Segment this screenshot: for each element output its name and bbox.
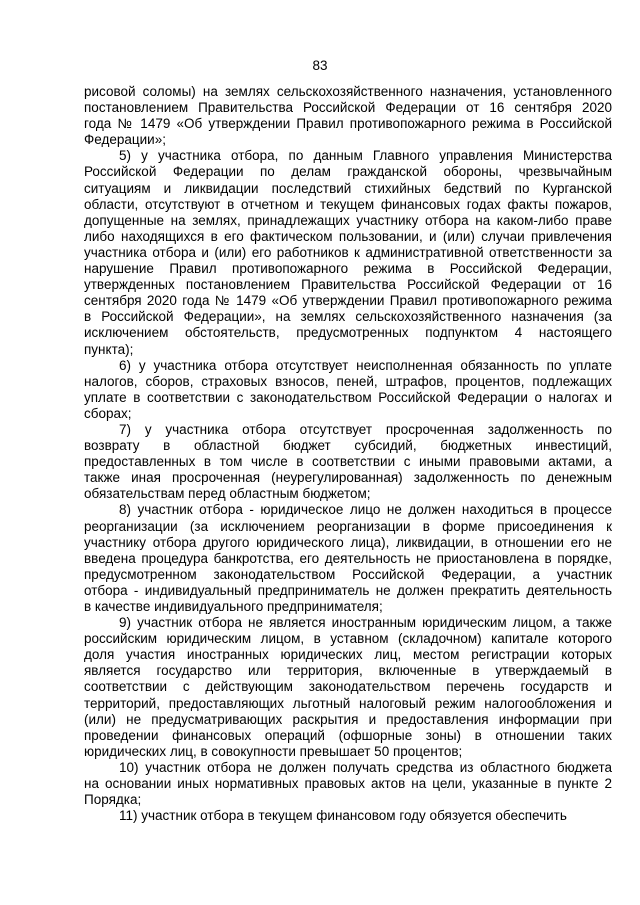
text-line: допущенные на землях, принадлежащих участнику отбора на каком-либо праве — [84, 212, 612, 228]
body-text — [84, 84, 612, 824]
text-line: нарушение Правил противопожарного режима в Российской Федерации, — [84, 261, 612, 277]
text-line: соответствии с действующим законодательством перечень государств и — [84, 679, 612, 695]
paragraph — [84, 502, 612, 615]
text-line: налогов, сборов, страховых взносов, пеней, штрафов, процентов, подлежащих — [84, 373, 612, 389]
text-line: года № 1479 «Об утверждении Правил противопожарного режима в Российской — [84, 116, 612, 132]
text-line: области, отсутствуют в отчетном и текущем финансовых годах факты пожаров, — [84, 196, 612, 212]
text-line: 5) у участника отбора, по данным Главного управления Министерства — [119, 148, 612, 164]
text-line: обязательствам перед областным бюджетом; — [84, 486, 371, 502]
text-line: рисовой соломы) на землях сельскохозяйственного назначения, установленного — [84, 84, 612, 99]
text-line: предоставленных в том числе в соответствии с иными правовыми актами, а — [84, 454, 612, 470]
text-line: либо находящихся в его фактическом пользовании, и (или) случаи привлечения — [84, 228, 612, 244]
page-number: 83 — [312, 58, 328, 73]
text-line: утвержденных постановлением Правительства Российской Федерации от 16 — [84, 277, 612, 293]
text-line: юридических лиц, в совокупности превышает 50 процентов; — [84, 743, 463, 759]
text-line: российским юридическим лицом, в уставном (складочном) капитале которого — [84, 631, 612, 647]
text-line: 11) участник отбора в текущем финансовом году обязуется обеспечить — [119, 808, 567, 824]
text-line: предусмотренном законодательством Российской Федерации, а участник — [84, 566, 612, 582]
paragraph — [84, 84, 612, 148]
text-line: реорганизации (за исключением реорганизации в форме присоединения к — [84, 518, 612, 534]
text-line: участнику отбора другого юридического лица), ликвидации, в отношении его не — [84, 534, 612, 550]
text-line: исключением обстоятельств, предусмотренных подпунктом 4 настоящего — [84, 325, 612, 341]
paragraph — [84, 358, 612, 422]
text-line: постановлением Правительства Российской Федерации от 16 сентября 2020 — [84, 100, 612, 116]
text-line: 8) участник отбора - юридическое лицо не должен находиться в процессе — [119, 502, 612, 518]
text-line: Федерации»; — [84, 132, 166, 148]
text-line: Российской Федерации по делам гражданской обороны, чрезвычайным — [84, 164, 612, 180]
text-line: участника отбора и (или) его работников к административной ответственности за — [84, 244, 612, 260]
text-line: (или) не предусматривающих раскрытия и предоставления информации при — [84, 711, 612, 727]
text-line: 10) участник отбора не должен получать средства из областного бюджета — [119, 759, 612, 775]
text-line: введена процедура банкротства, его деятельность не приостановлена в порядке, — [84, 550, 612, 566]
paragraph — [84, 148, 612, 357]
text-line: в качестве индивидуального предпринимателя; — [84, 599, 383, 614]
text-line: доля участия иностранных юридических лиц, местом регистрации которых — [84, 647, 612, 663]
paragraph — [84, 422, 612, 502]
text-line: проведении финансовых операций (офшорные зоны) в отношении таких — [84, 727, 612, 743]
text-line: пункта); — [84, 341, 134, 357]
text-line: сентября 2020 года № 1479 «Об утверждении Правил противопожарного режима — [84, 293, 612, 309]
text-line: возврату в областной бюджет субсидий, бюджетных инвестиций, — [84, 438, 612, 454]
text-line: на основании иных нормативных правовых актов на цели, указанные в пункте 2 — [84, 776, 612, 792]
paragraph — [84, 808, 612, 824]
text-line: также иная просроченная (неурегулированная) задолженность по денежным — [84, 470, 612, 486]
text-line: в Российской Федерации», на землях сельскохозяйственного назначения (за — [84, 309, 612, 325]
text-line: 6) у участника отбора отсутствует неисполненная обязанность по уплате — [119, 357, 612, 373]
paragraph — [84, 760, 612, 808]
text-line: ситуациям и ликвидации последствий стихийных бедствий по Курганской — [84, 180, 612, 196]
text-line: территорий, предоставляющих льготный налоговый режим налогообложения и — [84, 695, 612, 711]
paragraph — [84, 615, 612, 760]
text-line: 7) у участника отбора отсутствует просроченная задолженность по — [119, 421, 612, 437]
text-line: сборах; — [84, 405, 132, 421]
text-line: Порядка; — [84, 792, 142, 808]
text-line: 9) участник отбора не является иностранным юридическим лицом, а также — [119, 615, 612, 631]
text-line: является государство или территория, включенные в утверждаемый в — [84, 663, 612, 679]
text-line: уплате в соответствии с законодательством Российской Федерации о налогах и — [84, 389, 612, 405]
text-line: отбора - индивидуальный предприниматель не должен прекратить деятельность — [84, 582, 612, 598]
